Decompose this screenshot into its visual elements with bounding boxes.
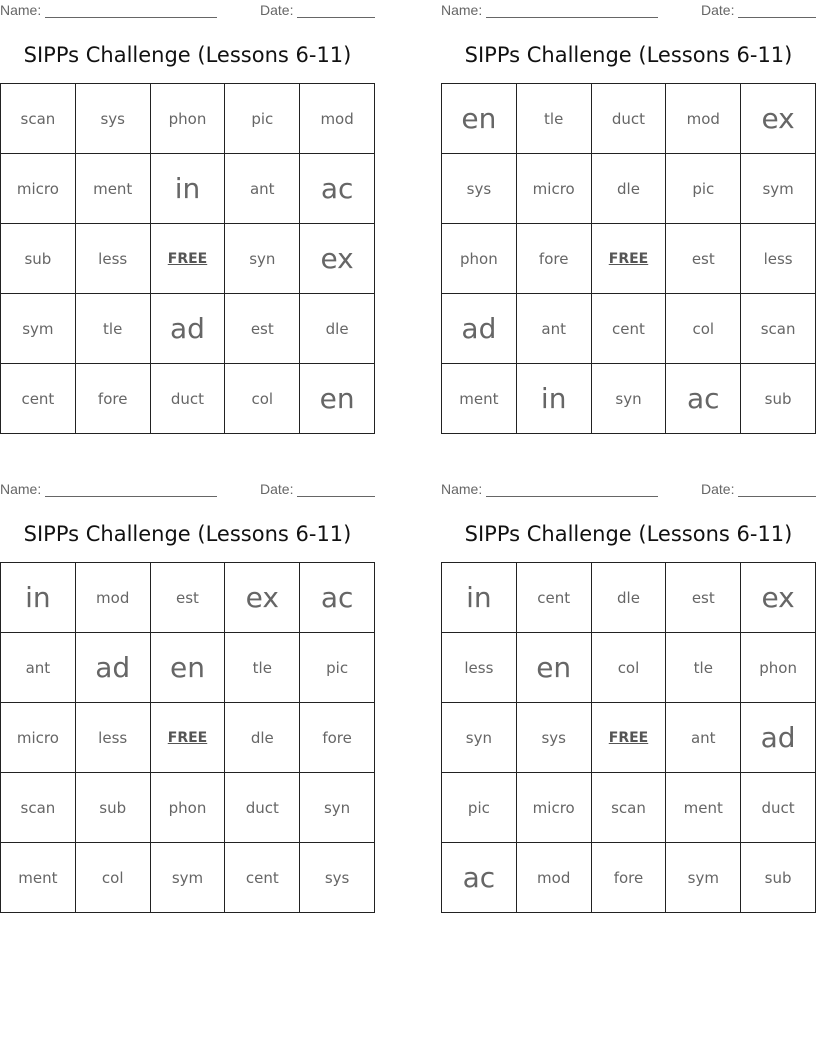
name-field[interactable] bbox=[0, 2, 217, 18]
bingo-cell: syn bbox=[592, 364, 667, 434]
name-line bbox=[45, 4, 217, 18]
bingo-cell: sub bbox=[76, 773, 151, 843]
name-line bbox=[486, 4, 658, 18]
bingo-cell: in bbox=[442, 563, 517, 633]
bingo-cell: en bbox=[300, 364, 375, 434]
name-field[interactable] bbox=[0, 481, 217, 497]
bingo-cell: est bbox=[666, 563, 741, 633]
bingo-cell: en bbox=[442, 84, 517, 154]
date-field[interactable] bbox=[701, 2, 816, 18]
card-header bbox=[441, 479, 816, 499]
bingo-cell: mod bbox=[76, 563, 151, 633]
bingo-cell: col bbox=[666, 294, 741, 364]
bingo-cell: dle bbox=[592, 563, 667, 633]
bingo-cell: ad bbox=[741, 703, 816, 773]
card-header bbox=[0, 479, 375, 499]
date-field[interactable] bbox=[260, 481, 375, 497]
bingo-cell: ac bbox=[442, 843, 517, 913]
bingo-cell: en bbox=[517, 633, 592, 703]
bingo-cell: pic bbox=[666, 154, 741, 224]
bingo-cell: mod bbox=[300, 84, 375, 154]
bingo-cell: cent bbox=[517, 563, 592, 633]
date-line bbox=[738, 483, 816, 497]
bingo-cell: tle bbox=[76, 294, 151, 364]
free-space: FREE bbox=[592, 224, 667, 294]
bingo-cell: micro bbox=[1, 154, 76, 224]
bingo-cell: cent bbox=[225, 843, 300, 913]
bingo-card-2 bbox=[441, 0, 816, 415]
bingo-cell: cent bbox=[592, 294, 667, 364]
bingo-cell: ex bbox=[300, 224, 375, 294]
free-space: FREE bbox=[151, 224, 226, 294]
bingo-cell: ac bbox=[300, 154, 375, 224]
name-label: Name: bbox=[441, 481, 483, 497]
bingo-cell: pic bbox=[442, 773, 517, 843]
bingo-cell: cent bbox=[1, 364, 76, 434]
bingo-cell: micro bbox=[517, 773, 592, 843]
bingo-cell: fore bbox=[300, 703, 375, 773]
name-line bbox=[486, 483, 658, 497]
bingo-cell: col bbox=[76, 843, 151, 913]
bingo-cell: ment bbox=[442, 364, 517, 434]
bingo-cell: ex bbox=[741, 563, 816, 633]
bingo-cell: ant bbox=[1, 633, 76, 703]
bingo-cell: less bbox=[76, 224, 151, 294]
bingo-cell: ad bbox=[442, 294, 517, 364]
bingo-cell: fore bbox=[76, 364, 151, 434]
bingo-grid bbox=[441, 83, 816, 434]
bingo-cell: fore bbox=[517, 224, 592, 294]
bingo-cell: duct bbox=[225, 773, 300, 843]
bingo-cell: duct bbox=[741, 773, 816, 843]
bingo-cell: col bbox=[225, 364, 300, 434]
bingo-cell: ac bbox=[300, 563, 375, 633]
bingo-cell: sym bbox=[666, 843, 741, 913]
bingo-cell: pic bbox=[225, 84, 300, 154]
bingo-grid bbox=[441, 562, 816, 913]
date-label: Date: bbox=[260, 481, 294, 497]
date-field[interactable] bbox=[701, 481, 816, 497]
bingo-cell: mod bbox=[666, 84, 741, 154]
bingo-cell: ment bbox=[1, 843, 76, 913]
free-space: FREE bbox=[592, 703, 667, 773]
bingo-cell: micro bbox=[1, 703, 76, 773]
bingo-grid bbox=[0, 562, 375, 913]
bingo-cell: col bbox=[592, 633, 667, 703]
bingo-cell: less bbox=[741, 224, 816, 294]
bingo-cell: scan bbox=[1, 84, 76, 154]
card-title: SIPPs Challenge (Lessons 6-11) bbox=[464, 43, 793, 67]
bingo-cell: sym bbox=[741, 154, 816, 224]
card-header bbox=[0, 0, 375, 20]
bingo-cell: ant bbox=[666, 703, 741, 773]
name-field[interactable] bbox=[441, 481, 658, 497]
bingo-cell: phon bbox=[442, 224, 517, 294]
bingo-cell: ad bbox=[76, 633, 151, 703]
bingo-cell: mod bbox=[517, 843, 592, 913]
date-label: Date: bbox=[701, 481, 735, 497]
bingo-cell: less bbox=[442, 633, 517, 703]
date-label: Date: bbox=[701, 2, 735, 18]
date-line bbox=[297, 4, 375, 18]
bingo-cell: in bbox=[517, 364, 592, 434]
bingo-card-3 bbox=[0, 479, 375, 887]
bingo-cell: dle bbox=[225, 703, 300, 773]
name-line bbox=[45, 483, 217, 497]
name-label: Name: bbox=[441, 2, 483, 18]
bingo-cell: ant bbox=[225, 154, 300, 224]
card-title: SIPPs Challenge (Lessons 6-11) bbox=[23, 522, 352, 546]
bingo-cell: sub bbox=[741, 843, 816, 913]
bingo-cell: ex bbox=[225, 563, 300, 633]
bingo-cell: scan bbox=[592, 773, 667, 843]
bingo-cell: phon bbox=[151, 84, 226, 154]
bingo-cell: ant bbox=[517, 294, 592, 364]
bingo-cell: est bbox=[151, 563, 226, 633]
bingo-cell: phon bbox=[741, 633, 816, 703]
bingo-cell: in bbox=[151, 154, 226, 224]
name-label: Name: bbox=[0, 481, 42, 497]
bingo-cell: less bbox=[76, 703, 151, 773]
bingo-cell: dle bbox=[592, 154, 667, 224]
date-field[interactable] bbox=[260, 2, 375, 18]
card-title: SIPPs Challenge (Lessons 6-11) bbox=[464, 522, 793, 546]
bingo-cell: sys bbox=[517, 703, 592, 773]
date-label: Date: bbox=[260, 2, 294, 18]
bingo-card-1 bbox=[0, 0, 375, 415]
name-label: Name: bbox=[0, 2, 42, 18]
bingo-cell: duct bbox=[151, 364, 226, 434]
card-title: SIPPs Challenge (Lessons 6-11) bbox=[23, 43, 352, 67]
bingo-cell: sub bbox=[741, 364, 816, 434]
bingo-cell: sys bbox=[300, 843, 375, 913]
bingo-cell: duct bbox=[592, 84, 667, 154]
bingo-cell: syn bbox=[442, 703, 517, 773]
bingo-cell: sub bbox=[1, 224, 76, 294]
bingo-cell: scan bbox=[741, 294, 816, 364]
bingo-cell: tle bbox=[225, 633, 300, 703]
bingo-cell: pic bbox=[300, 633, 375, 703]
bingo-card-4 bbox=[441, 479, 816, 894]
bingo-cell: phon bbox=[151, 773, 226, 843]
bingo-grid bbox=[0, 83, 375, 434]
bingo-cell: syn bbox=[300, 773, 375, 843]
bingo-cell: sys bbox=[442, 154, 517, 224]
bingo-cell: dle bbox=[300, 294, 375, 364]
free-space: FREE bbox=[151, 703, 226, 773]
bingo-cell: tle bbox=[517, 84, 592, 154]
name-field[interactable] bbox=[441, 2, 658, 18]
bingo-cell: ment bbox=[666, 773, 741, 843]
bingo-cell: fore bbox=[592, 843, 667, 913]
bingo-cell: in bbox=[1, 563, 76, 633]
date-line bbox=[738, 4, 816, 18]
bingo-cell: sym bbox=[151, 843, 226, 913]
bingo-cell: en bbox=[151, 633, 226, 703]
bingo-cell: ad bbox=[151, 294, 226, 364]
bingo-cell: sym bbox=[1, 294, 76, 364]
date-line bbox=[297, 483, 375, 497]
bingo-cell: tle bbox=[666, 633, 741, 703]
bingo-cell: est bbox=[225, 294, 300, 364]
bingo-cell: ment bbox=[76, 154, 151, 224]
bingo-cell: micro bbox=[517, 154, 592, 224]
bingo-cell: ac bbox=[666, 364, 741, 434]
bingo-cell: sys bbox=[76, 84, 151, 154]
bingo-cell: syn bbox=[225, 224, 300, 294]
card-header bbox=[441, 0, 816, 20]
bingo-cell: scan bbox=[1, 773, 76, 843]
bingo-cell: est bbox=[666, 224, 741, 294]
bingo-cell: ex bbox=[741, 84, 816, 154]
